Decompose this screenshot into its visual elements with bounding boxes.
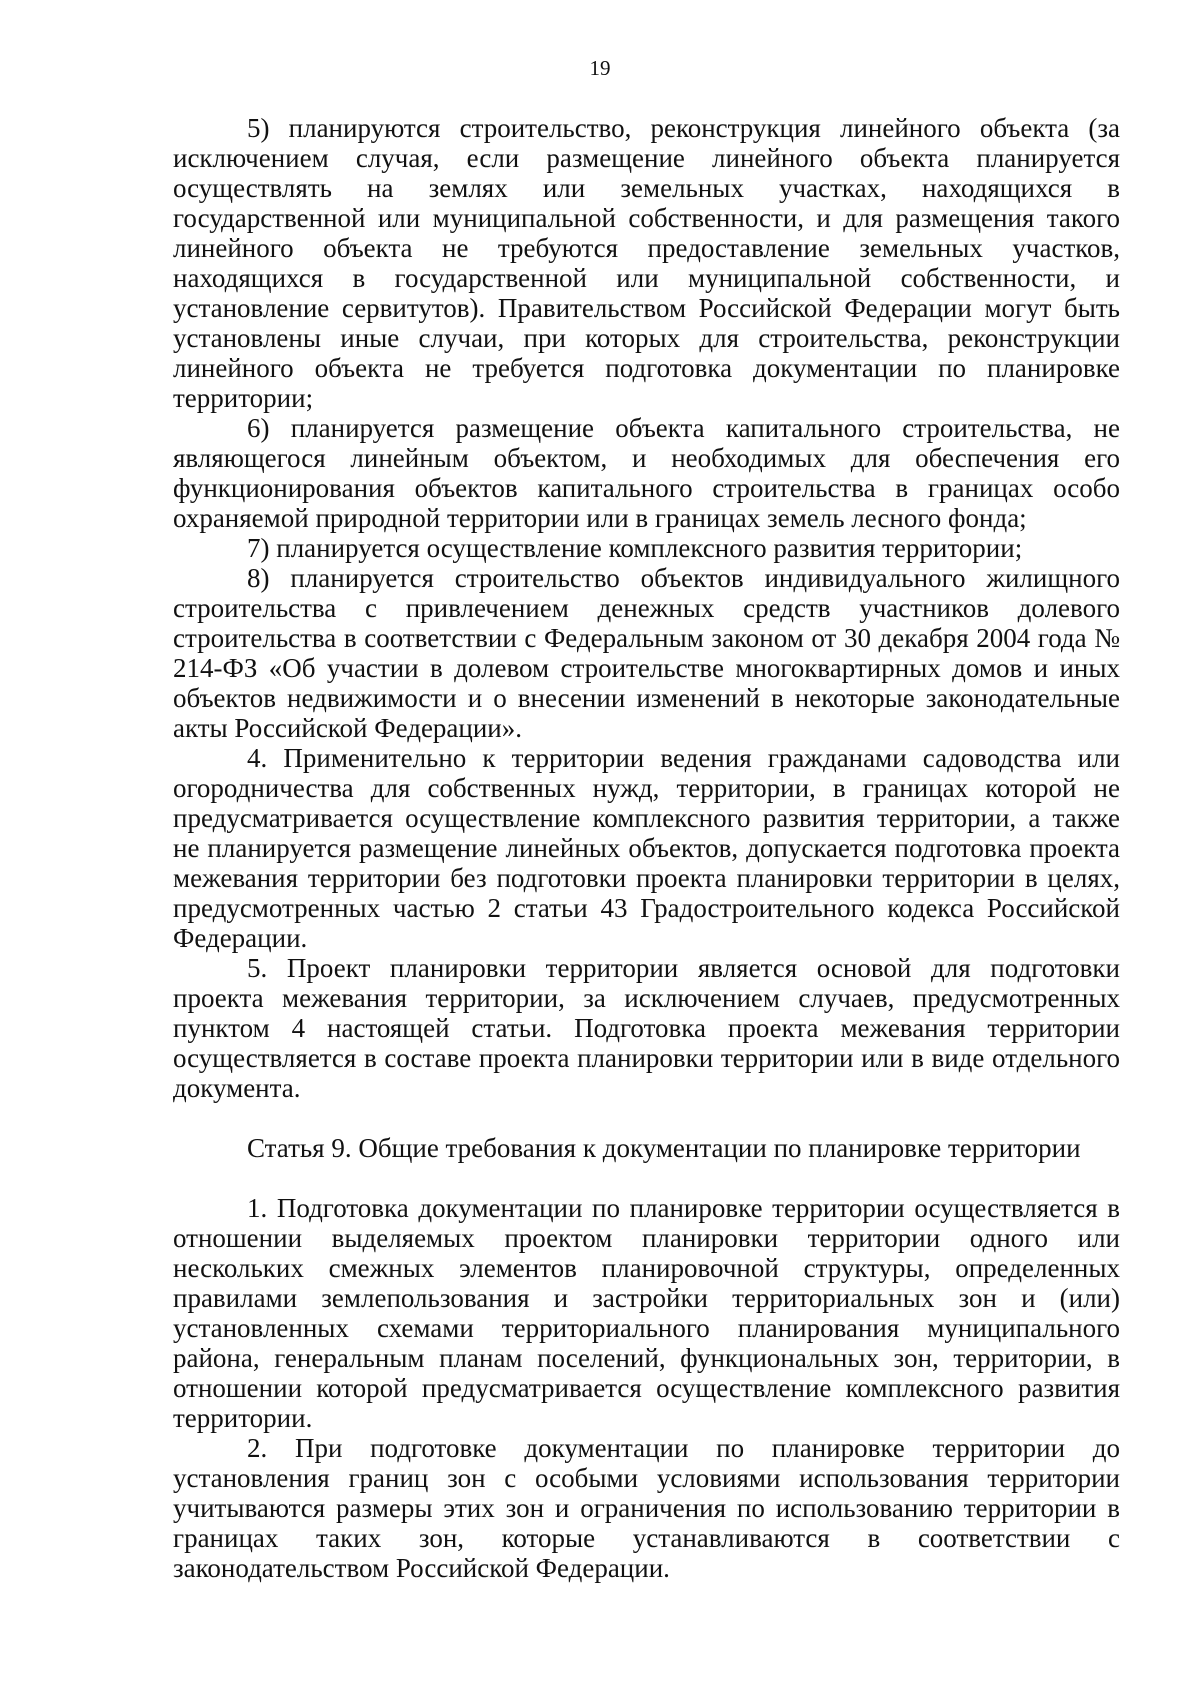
paragraph-item-7: 7) планируется осуществление комплексного развития территории;: [247, 533, 1023, 563]
paragraph-article-9-part-1: 1. Подготовка документации по планировке территории осуществляется в отношении выделяемых проектом планировки территории одного или нескольких смежных элементов планировочной структуры, определенных правилами землепользования и застройки территориальных зон и (или) установленных схемами территориального планирования муниципального района, генеральным планам поселений, функциональных зон, территории, в отношении которой предусматривается осуществление комплексного развития территории.: [173, 1193, 1120, 1433]
paragraph-part-4: 4. Применительно к территории ведения гражданами садоводства или огородничества для собственных нужд, территории, в границах которой не предусматривается осуществление комплексного развития территории, а также не планируется размещение линейных объектов, допускается подготовка проекта межевания территории без подготовки проекта планировки территории в целях, предусмотренных частью 2 статьи 43 Градостроительного кодекса Российской Федерации.: [173, 743, 1120, 953]
paragraph-item-5: 5) планируются строительство, реконструкция линейного объекта (за исключением случая, если размещение линейного объекта планируется осуществлять на землях или земельных участках, находящихся в государственной или муниципальной собственности, и для размещения такого линейного объекта не требуются предоставление земельных участков, находящихся в государственной или муниципальной собственности, и установление сервитутов). Правительством Российской Федерации могут быть установлены иные случаи, при которых для строительства, реконструкции линейного объекта не требуется подготовка документации по планировке территории;: [173, 113, 1120, 413]
paragraph-article-9-part-2: 2. При подготовке документации по планировке территории до установления границ зон с особыми условиями использования территории учитываются размеры этих зон и ограничения по использованию территории в границах таких зон, которые устанавливаются в соответствии с законодательством Российской Федерации.: [173, 1433, 1120, 1583]
paragraph-item-6: 6) планируется размещение объекта капитального строительства, не являющегося линейным объектом, и необходимых для обеспечения его функционирования объектов капитального строительства в границах особо охраняемой природной территории или в границах земель лесного фонда;: [173, 413, 1120, 533]
page-number: 19: [589, 56, 611, 80]
article-heading: Статья 9. Общие требования к документации по планировке территории: [247, 1133, 1081, 1163]
document-body: [173, 113, 1120, 1583]
paragraph-item-8: 8) планируется строительство объектов индивидуального жилищного строительства с привлечением денежных средств участников долевого строительства в соответствии с Федеральным законом от 30 декабря 2004 года № 214-ФЗ «Об участии в долевом строительстве многоквартирных домов и иных объектов недвижимости и о внесении изменений в некоторые законодательные акты Российской Федерации».: [173, 563, 1120, 743]
paragraph-part-5: 5. Проект планировки территории является основой для подготовки проекта межевания территории, за исключением случаев, предусмотренных пунктом 4 настоящей статьи. Подготовка проекта межевания территории осуществляется в составе проекта планировки территории или в виде отдельного документа.: [173, 953, 1120, 1103]
